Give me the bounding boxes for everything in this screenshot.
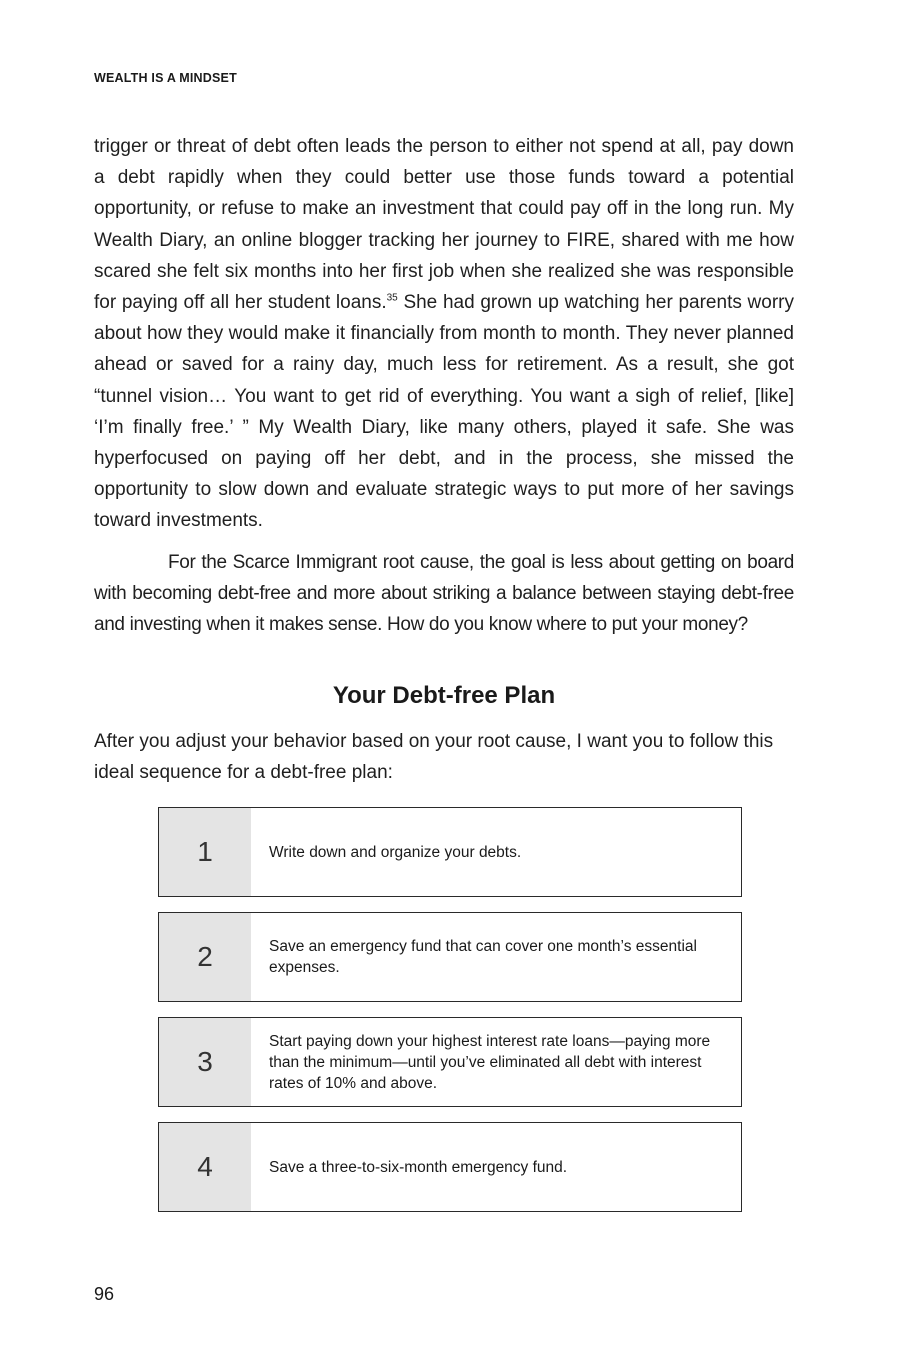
step-text: Save an emergency fund that can cover one month’s essential expenses. [269,938,697,976]
page-number: 96 [94,1284,115,1304]
step-text: Save a three-to-six-month emergency fund. [269,1158,568,1176]
step-number: 3 [159,1018,251,1106]
debt-free-steps-list [158,807,742,1227]
step-number: 1 [159,808,251,896]
step-number: 4 [159,1123,251,1211]
step-box [158,912,742,1002]
body-paragraph-1 [94,131,794,537]
body-paragraph-3: After you adjust your behavior based on your root cause, I want you to follow this ideal sequence for a debt-free plan: [94,731,774,784]
step-number: 2 [159,913,251,1001]
paragraph-1-part-b: She had grown up watching her parents worry about how they would make it financially from month to month. They never planned ahead or saved for a rainy day, much less for retirement. As a result, she got “tunnel vision… You want to get rid of everything. You want a sigh of relief, [like] ‘I’m finally free.’ ” My Wealth Diary, like many others, played it safe. She was hyperfocused on paying off her debt, and in the process, she missed the opportunity to slow down and evaluate strategic ways to put more of her savings toward investments. [94,292,794,532]
step-box [158,807,742,897]
step-box [158,1122,742,1212]
paragraph-1-part-a: trigger or threat of debt often leads the person to either not spend at all, pay down a debt rapidly when they could better use those funds toward a potential opportunity, or refuse to make an investment that could pay off in the long run. My Wealth Diary, an online blogger tracking her journey to FIRE, shared with me how scared she felt six months into her first job when she realized she was responsible for paying off all her student loans. [94,136,794,314]
step-text: Start paying down your highest interest rate loans—paying more than the minimum—until you’ve eliminated all debt with interest rates of 10% and above. [269,1032,711,1092]
section-title: Your Debt-free Plan [332,682,556,709]
body-paragraph-2: For the Scarce Immigrant root cause, the goal is less about getting on board with becoming debt-free and more about striking a balance between staying debt-free and investing when it makes sense. How do you know where to put your money? [94,552,794,636]
footnote-reference[interactable]: 35 [386,292,398,304]
running-head: WEALTH IS A MINDSET [94,71,237,85]
step-text: Write down and organize your debts. [269,843,522,861]
step-box [158,1017,742,1107]
